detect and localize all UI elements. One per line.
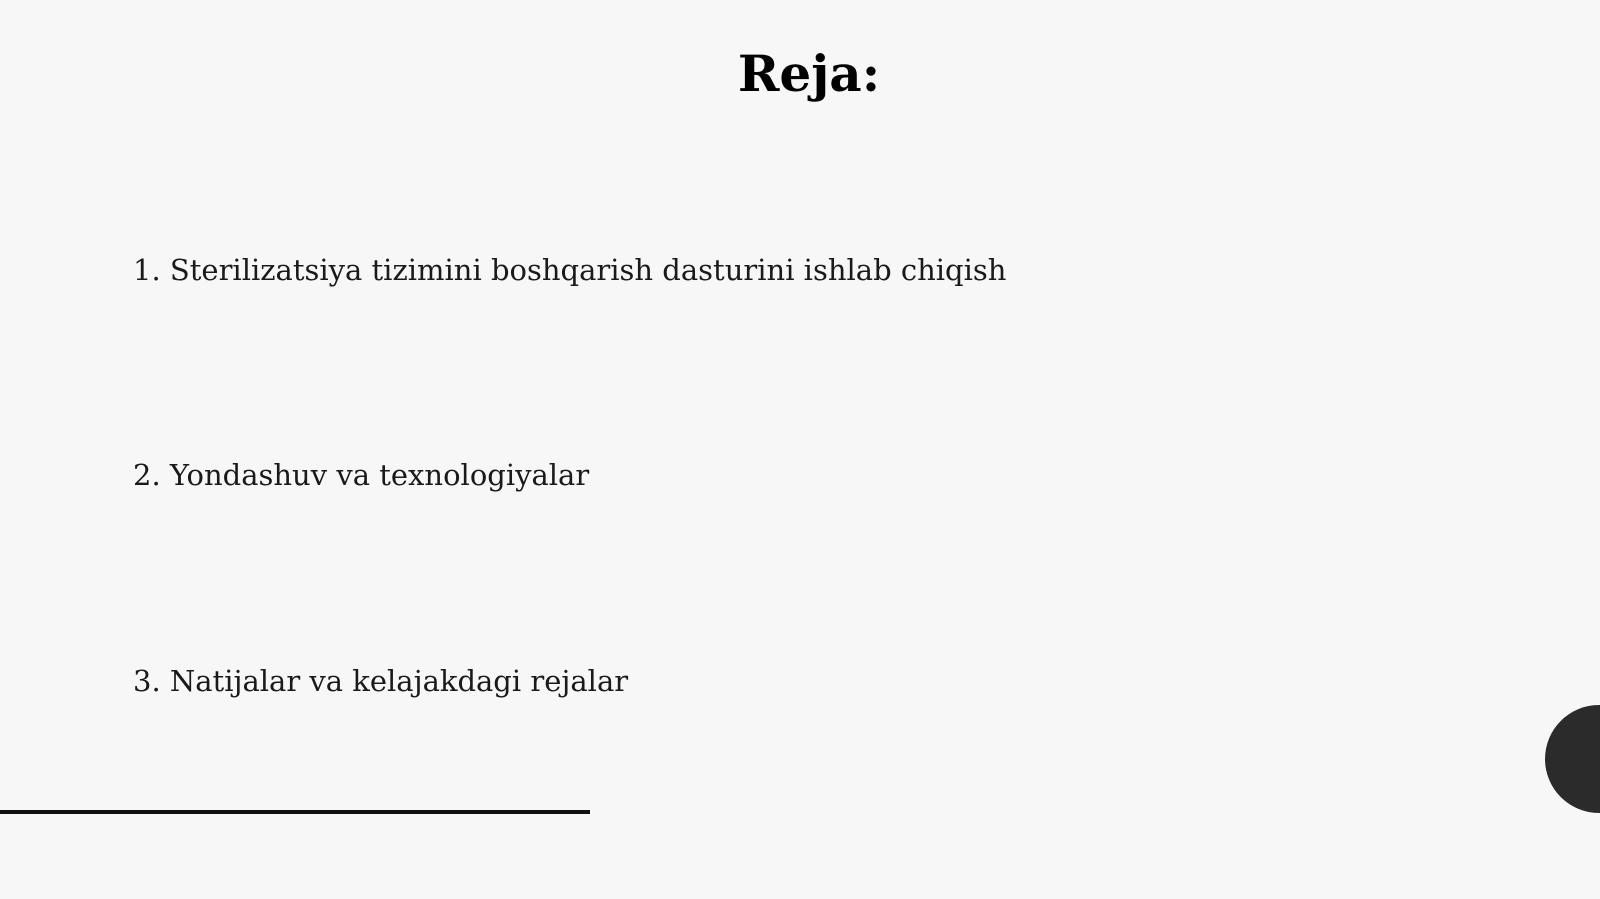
slide-title: Reja: <box>737 44 881 103</box>
decorative-circle <box>1545 705 1600 813</box>
plan-item-1: 1. Sterilizatsiya tizimini boshqarish dasturini ishlab chiqish <box>133 253 1007 287</box>
decorative-divider-line <box>0 810 590 814</box>
plan-item-2: 2. Yondashuv va texnologiyalar <box>133 458 590 492</box>
plan-item-3: 3. Natijalar va kelajakdagi rejalar <box>133 664 629 698</box>
